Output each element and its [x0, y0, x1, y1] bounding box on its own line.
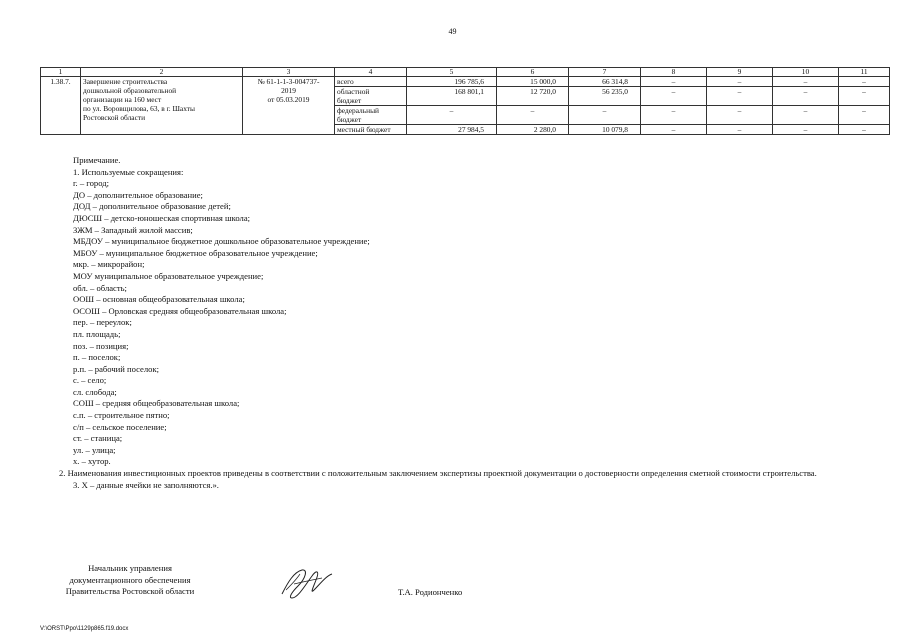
- cell-value: –: [641, 106, 707, 125]
- cell-value: –: [569, 106, 641, 125]
- note-item-3: 3. Х – данные ячейки не заполняются.».: [73, 479, 219, 490]
- source-line: бюджет: [337, 96, 362, 105]
- abbreviation-item: ул. – улица;: [73, 444, 116, 455]
- cell-value: –: [773, 87, 839, 106]
- project-name-line: Ростовской области: [83, 113, 146, 122]
- abbreviation-item: мкр. – микрорайон;: [73, 259, 145, 270]
- doc-line: 2019: [281, 86, 296, 95]
- abbreviation-item: сл. слобода;: [73, 386, 117, 397]
- funding-source: [335, 87, 407, 106]
- abbreviation-item: с/п – сельское поселение;: [73, 421, 167, 432]
- page-number: 49: [448, 27, 457, 36]
- project-name: [81, 77, 243, 135]
- file-path: V:\ORST\Ppo\1129p865.f19.docx: [40, 626, 129, 632]
- abbreviation-item: р.п. – рабочий поселок;: [73, 363, 160, 374]
- signatory-title: [30, 563, 230, 598]
- abbreviation-item: г. – город;: [73, 178, 110, 189]
- abbreviation-item: поз. – позиция;: [73, 340, 129, 351]
- project-name-line: организации на 160 мест: [83, 95, 162, 104]
- column-header: 5: [407, 68, 497, 77]
- project-name-line: дошкольной образовательной: [83, 86, 177, 95]
- notes-intro: 1. Используемые сокращения:: [73, 166, 184, 177]
- cell-value: –: [407, 106, 497, 125]
- cell-value: –: [641, 125, 707, 135]
- abbreviation-item: МБДОУ – муниципальное бюджетное дошкольное образовательное учреждение;: [73, 236, 370, 247]
- doc-line: № 61-1-1-3-004737-: [257, 77, 320, 86]
- cell-value: –: [641, 87, 707, 106]
- cell-value: –: [707, 87, 773, 106]
- abbreviation-item: ЗЖМ – Западный жилой массив;: [73, 224, 193, 235]
- abbreviation-item: ДОД – дополнительное образование детей;: [73, 201, 231, 212]
- abbreviation-list: [55, 178, 889, 468]
- column-header: 3: [243, 68, 335, 77]
- abbreviation-item: пер. – переулок;: [73, 317, 132, 328]
- abbreviation-item: с. – село;: [73, 375, 107, 386]
- table-row: [41, 77, 890, 87]
- cell-value: 10 079,8: [569, 125, 641, 135]
- abbreviation-item: ДО – дополнительное образование;: [73, 189, 203, 200]
- abbreviation-item: ООШ – основная общеобразовательная школа;: [73, 294, 245, 305]
- source-line: местный бюджет: [337, 125, 391, 134]
- abbreviation-item: ДЮСШ – детско-юношеская спортивная школа;: [73, 212, 251, 223]
- cell-value: –: [641, 77, 707, 87]
- cell-value: 15 000,0: [497, 77, 569, 87]
- cell-value: –: [839, 77, 890, 87]
- project-name-line: Завершение строительства: [83, 77, 168, 86]
- abbreviation-item: х. – хутор.: [73, 456, 111, 467]
- signatory-title-line: документационного обеспечения: [69, 574, 191, 585]
- column-header: 2: [81, 68, 243, 77]
- doc-line: от 05.03.2019: [267, 95, 310, 104]
- cell-value: –: [773, 77, 839, 87]
- column-header: 8: [641, 68, 707, 77]
- cell-value: 12 720,0: [497, 87, 569, 106]
- cell-value: –: [839, 125, 890, 135]
- abbreviation-item: п. – поселок;: [73, 352, 121, 363]
- abbreviation-item: МБОУ – муниципальное бюджетное образовательное учреждение;: [73, 247, 318, 258]
- cell-value: –: [707, 106, 773, 125]
- funding-source: [335, 106, 407, 125]
- abbreviation-item: пл. площадь;: [73, 328, 121, 339]
- column-header: 10: [773, 68, 839, 77]
- signatory-title-line: Начальник управления: [88, 563, 172, 573]
- cell-value: 2 280,0: [497, 125, 569, 135]
- cell-value: –: [707, 77, 773, 87]
- column-header: 7: [569, 68, 641, 77]
- cell-value: –: [773, 125, 839, 135]
- cell-value: –: [707, 125, 773, 135]
- signatory-name: Т.А. Родионченко: [398, 587, 463, 597]
- investment-table: [40, 67, 890, 135]
- expertise-conclusion: [243, 77, 335, 135]
- abbreviation-item: МОУ муниципальное образовательное учреждение;: [73, 270, 264, 281]
- abbreviation-item: с.п. – строительное пятно;: [73, 410, 170, 421]
- signatory-title-line: Правительства Ростовской области: [65, 586, 195, 596]
- cell-value: –: [839, 106, 890, 125]
- handwritten-signature: [276, 564, 338, 604]
- funding-source: [335, 125, 407, 135]
- abbreviation-item: ОСОШ – Орловская средняя общеобразовательная школа;: [73, 305, 287, 316]
- cell-value: –: [497, 106, 569, 125]
- column-header: 11: [839, 68, 890, 77]
- cell-value: 27 984,5: [407, 125, 497, 135]
- row-number: 1.38.7.: [41, 77, 81, 135]
- cell-value: –: [839, 87, 890, 106]
- abbreviation-item: СОШ – средняя общеобразовательная школа;: [73, 398, 240, 409]
- notes-title: Примечание.: [73, 155, 121, 165]
- column-header: 6: [497, 68, 569, 77]
- column-header: 4: [335, 68, 407, 77]
- cell-value: 66 314,8: [569, 77, 641, 87]
- project-name-line: по ул. Воровщилова, 63, в г. Шахты: [83, 104, 195, 113]
- cell-value: 196 785,6: [407, 77, 497, 87]
- cell-value: 56 235,0: [569, 87, 641, 106]
- note-item-2: 2. Наименования инвестиционных проектов приведены в соответствии с положительным заключением экспертизы проектной документации о достоверности определения сметной стоимости строительства.: [59, 468, 817, 479]
- cell-value: 168 801,1: [407, 87, 497, 106]
- source-line: областной: [337, 87, 370, 96]
- abbreviation-item: ст. – станица;: [73, 433, 123, 444]
- source-line: бюджет: [337, 115, 362, 124]
- notes-section: [55, 155, 889, 491]
- column-header: 1: [41, 68, 81, 77]
- column-header: 9: [707, 68, 773, 77]
- source-line: федеральный: [337, 106, 379, 115]
- funding-source: [335, 77, 407, 87]
- abbreviation-item: обл. – область;: [73, 282, 127, 293]
- source-line: всего: [337, 77, 354, 86]
- table-header-row: [41, 68, 890, 77]
- cell-value: –: [773, 106, 839, 125]
